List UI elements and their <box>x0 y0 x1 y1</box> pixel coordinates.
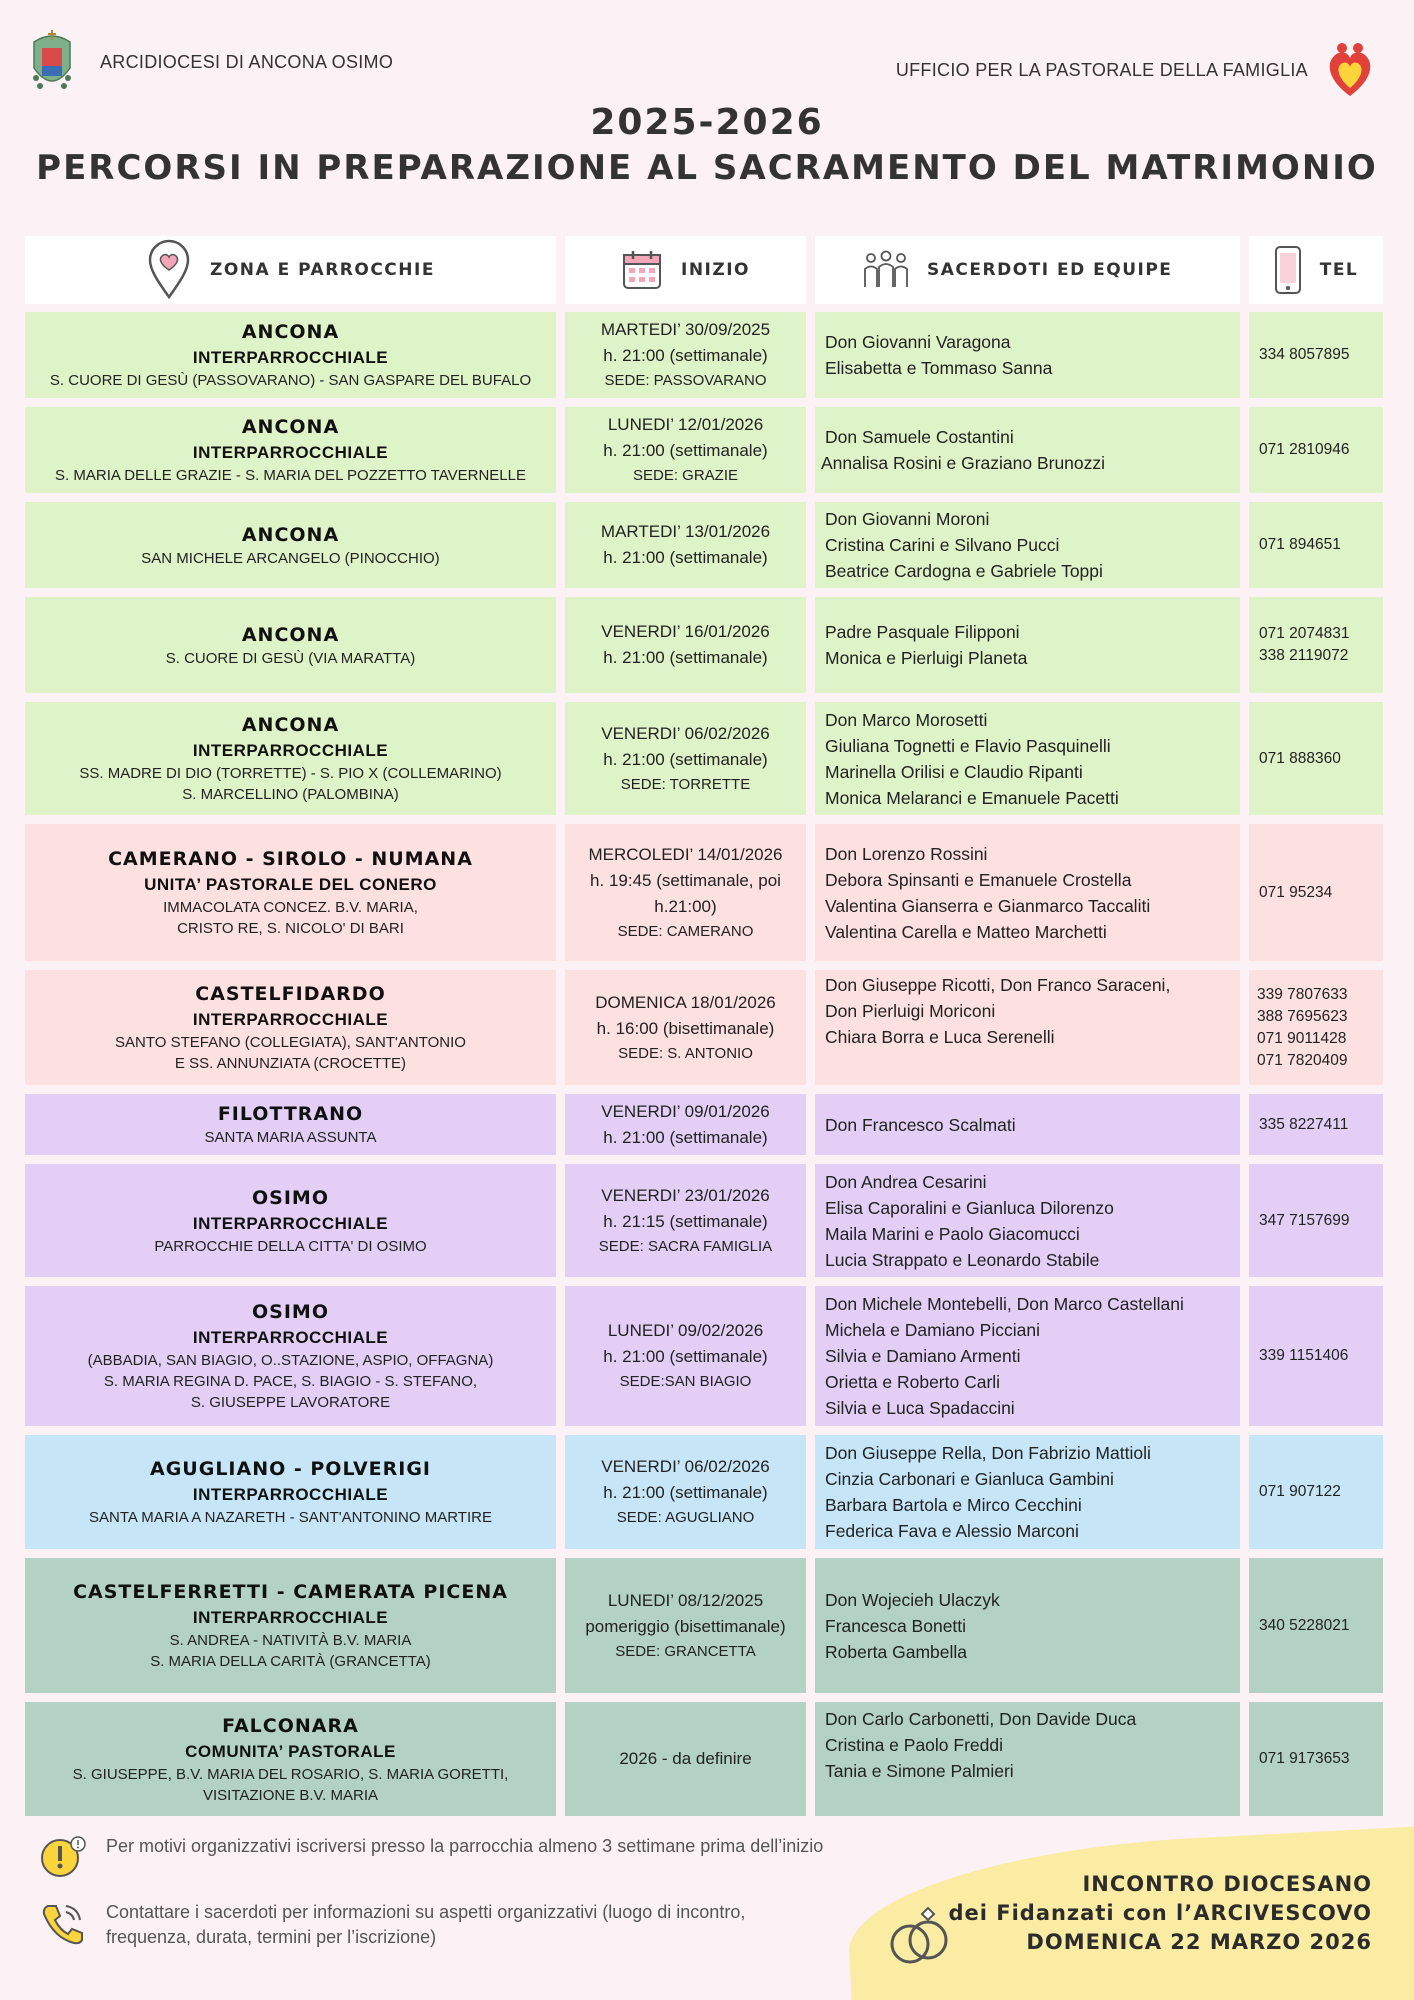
phone-number[interactable]: 334 8057895 <box>1259 346 1350 363</box>
location-pin-icon <box>146 239 192 301</box>
table-row <box>25 1094 1383 1155</box>
table-header <box>25 236 1383 304</box>
family-heart-logo-icon <box>1324 40 1376 100</box>
phone-number[interactable]: 340 5228021 <box>1259 1616 1350 1634</box>
alert-icon <box>40 1834 86 1880</box>
zone-type: INTERPARROCCHIALE <box>192 741 389 760</box>
couple-line: Cristina e Paolo Freddi <box>825 1735 1003 1755</box>
table-row <box>25 702 1383 815</box>
parish-line: S. GIUSEPPE, B.V. MARIA DEL ROSARIO, S. MARIA GORETTI, <box>72 1765 509 1783</box>
couple-line: Federica Fava e Alessio Marconi <box>825 1521 1079 1541</box>
phone-number[interactable]: 347 7157699 <box>1259 1211 1350 1229</box>
parish-line: S. MARIA REGINA D. PACE, S. BIAGIO - S. STEFANO, <box>103 1373 478 1390</box>
header-inizio <box>565 236 806 304</box>
header-zona-label: ZONA E PARROCCHIE <box>210 260 435 280</box>
start-time: h. 21:00 (settimanale) <box>603 1483 768 1502</box>
phone-number[interactable]: 339 7807633 <box>1257 985 1348 1003</box>
start-time: h. 21:00 (settimanale) <box>603 749 768 769</box>
parish-line: S. CUORE DI GESÙ (PASSOVARANO) - SAN GASPARE DEL BUFALO <box>49 372 532 389</box>
parish-line: SANTA MARIA ASSUNTA <box>204 1129 377 1146</box>
zone-name: ANCONA <box>241 714 340 736</box>
venue: SEDE: GRAZIE <box>632 467 739 484</box>
zone-name: CASTELFIDARDO <box>195 983 386 1005</box>
venue: SEDE:SAN BIAGIO <box>619 1373 752 1390</box>
parish-line: CRISTO RE, S. NICOLO' DI BARI <box>177 920 404 937</box>
title-year: 2025-2026 <box>590 102 824 143</box>
start-time: pomeriggio (bisettimanale) <box>585 1616 786 1636</box>
parish-line: S. CUORE DI GESÙ (VIA MARATTA) <box>165 649 416 667</box>
parish-line: S. MARCELLINO (PALOMBINA) <box>182 786 399 803</box>
priest-line: Padre Pasquale Filipponi <box>825 622 1020 642</box>
phone-number[interactable]: 071 2810946 <box>1259 441 1350 458</box>
couple-line: Marinella Orilisi e Claudio Ripanti <box>825 761 1083 782</box>
zone-name: OSIMO <box>252 1301 329 1323</box>
priest-line: Don Andrea Cesarini <box>825 1171 987 1192</box>
phone-number[interactable]: 071 2074831 <box>1259 625 1350 642</box>
parish-line: (ABBADIA, SAN BIAGIO, O..STAZIONE, ASPIO, OFFAGNA) <box>87 1352 494 1369</box>
note-contact-text: Contattare i sacerdoti per informazioni su aspetti organizzativi (luogo di incontro, frequenza, durata, termini per l’iscrizione) <box>106 1902 746 1947</box>
priest-line: Don Francesco Scalmati <box>825 1114 1016 1135</box>
couple-line: Monica Melaranci e Emanuele Pacetti <box>825 787 1119 808</box>
table-row <box>25 970 1383 1085</box>
start-date: LUNEDI’ 08/12/2025 <box>607 1590 764 1610</box>
zone-type: INTERPARROCCHIALE <box>192 1010 389 1029</box>
couple-line: Giuliana Tognetti e Flavio Pasquinelli <box>825 735 1111 756</box>
header-sacerdoti <box>815 236 1240 304</box>
start-time: h. 21:00 (settimanale) <box>603 548 768 567</box>
priest-line: Don Lorenzo Rossini <box>825 843 988 864</box>
phone-number[interactable]: 339 1151406 <box>1259 1347 1349 1364</box>
header-sacerdoti-label: SACERDOTI ED EQUIPE <box>927 260 1173 280</box>
start-date: DOMENICA 18/01/2026 <box>595 992 776 1012</box>
start-date: 2026 - da definire <box>619 1749 752 1768</box>
priest-line: Don Marco Morosetti <box>825 709 988 730</box>
start-time: h. 21:00 (settimanale) <box>603 648 768 667</box>
smartphone-icon <box>1274 245 1302 295</box>
venue: SEDE: S. ANTONIO <box>618 1044 753 1062</box>
diocese-name: ARCIDIOCESI DI ANCONA OSIMO <box>100 51 394 72</box>
phone-number[interactable]: 071 907122 <box>1259 1483 1341 1500</box>
start-time: h. 21:00 (settimanale) <box>603 441 768 460</box>
parish-line: PARROCCHIE DELLA CITTA' DI OSIMO <box>154 1237 427 1255</box>
priest-line: Don Giovanni Varagona <box>825 332 1011 352</box>
courses-table <box>25 236 1383 1825</box>
table-row <box>25 407 1383 493</box>
start-time: h. 16:00 (bisettimanale) <box>596 1018 775 1038</box>
phone-number[interactable]: 071 9011428 <box>1257 1029 1347 1047</box>
couple-line: Orietta e Roberto Carli <box>825 1372 1001 1392</box>
phone-number[interactable]: 338 2119072 <box>1259 647 1349 664</box>
start-date: MARTEDI’ 30/09/2025 <box>600 320 771 339</box>
zone-type: INTERPARROCCHIALE <box>192 348 389 367</box>
zone-name: CASTELFERRETTI - CAMERATA PICENA <box>73 1581 508 1603</box>
event-line-3: DOMENICA 22 MARZO 2026 <box>1026 1930 1372 1954</box>
couple-line: Elisabetta e Tommaso Sanna <box>825 358 1053 378</box>
parish-line: S. MARIA DELLA CARITÀ (GRANCETTA) <box>150 1653 431 1670</box>
start-time: h.21:00) <box>654 896 717 916</box>
table-row <box>25 502 1383 588</box>
zone-name: FILOTTRANO <box>217 1103 364 1125</box>
venue: SEDE: AGUGLIANO <box>616 1509 755 1526</box>
header-zona <box>25 236 556 304</box>
start-date: VENERDI’ 06/02/2026 <box>601 723 770 743</box>
phone-number[interactable]: 071 894651 <box>1259 536 1341 553</box>
phone-call-icon <box>40 1900 86 1946</box>
diocese-crest-icon <box>28 28 76 96</box>
zone-type: INTERPARROCCHIALE <box>192 1213 389 1233</box>
table-row <box>25 1558 1383 1693</box>
start-date: VENERDI’ 06/02/2026 <box>601 1457 770 1476</box>
couple-line: Beatrice Cardogna e Gabriele Toppi <box>825 561 1103 581</box>
zone-name: ANCONA <box>241 623 340 646</box>
header-tel-label: TEL <box>1319 260 1359 280</box>
parish-line: E SS. ANNUNZIATA (CROCETTE) <box>174 1055 407 1072</box>
zone-type: COMUNITA’ PASTORALE <box>185 1741 396 1761</box>
event-line-1: INCONTRO DIOCESANO <box>1082 1872 1372 1896</box>
start-time: h. 21:15 (settimanale) <box>603 1211 768 1231</box>
parish-line: VISITAZIONE B.V. MARIA <box>202 1786 379 1804</box>
venue: SEDE: TORRETTE <box>620 775 751 793</box>
header-right <box>896 40 1376 100</box>
couple-line: Annalisa Rosini e Graziano Brunozzi <box>821 453 1106 473</box>
phone-number[interactable]: 071 888360 <box>1259 749 1341 767</box>
header-inizio-label: INIZIO <box>681 260 750 280</box>
parish-line: SANTO STEFANO (COLLEGIATA), SANT'ANTONIO <box>115 1034 466 1051</box>
phone-number[interactable]: 071 9173653 <box>1259 1750 1350 1767</box>
parish-line: SAN MICHELE ARCANGELO (PINOCCHIO) <box>141 549 440 567</box>
zone-name: CAMERANO - SIROLO - NUMANA <box>108 848 473 870</box>
table-row <box>25 824 1383 961</box>
couple-line: Lucia Strappato e Leonardo Stabile <box>825 1249 1100 1270</box>
priest-line: Don Michele Montebelli, Don Marco Castellani <box>825 1294 1184 1314</box>
couple-line: Silvia e Damiano Armenti <box>825 1346 1021 1366</box>
zone-name: AGUGLIANO - POLVERIGI <box>150 1458 431 1480</box>
note-contact <box>40 1900 806 1950</box>
start-date: VENERDI’ 16/01/2026 <box>601 622 770 641</box>
zone-name: ANCONA <box>241 523 340 546</box>
start-time: h. 21:00 (settimanale) <box>603 346 768 365</box>
couple-line: Cristina Carini e Silvano Pucci <box>825 535 1060 555</box>
zone-type: UNITA’ PASTORALE DEL CONERO <box>144 875 437 894</box>
couple-line: Silvia e Luca Spadaccini <box>825 1398 1015 1418</box>
parish-line: IMMACOLATA CONCEZ. B.V. MARIA, <box>163 899 418 916</box>
table-row <box>25 1164 1383 1277</box>
phone-number[interactable]: 388 7695623 <box>1257 1007 1348 1025</box>
diocesan-event <box>948 1870 1372 1957</box>
table-row <box>25 597 1383 693</box>
page-title: PERCORSI IN PREPARAZIONE AL SACRAMENTO DEL MATRIMONIO <box>36 148 1378 188</box>
zone-name: ANCONA <box>241 321 340 343</box>
phone-number[interactable]: 335 8227411 <box>1259 1115 1349 1133</box>
parish-line: SANTA MARIA A NAZARETH - SANT'ANTONINO MARTIRE <box>89 1509 492 1526</box>
team-member-line: Francesca Bonetti <box>825 1615 967 1636</box>
start-date: LUNEDI’ 12/01/2026 <box>607 415 764 434</box>
table-row <box>25 1286 1383 1426</box>
couple-line: Valentina Carella e Matteo Marchetti <box>825 921 1107 942</box>
start-date: LUNEDI’ 09/02/2026 <box>607 1321 764 1340</box>
people-group-icon <box>863 249 909 291</box>
couple-line: Maila Marini e Paolo Giacomucci <box>825 1223 1080 1244</box>
zone-type: INTERPARROCCHIALE <box>192 1328 389 1347</box>
venue: SEDE: GRANCETTA <box>615 1642 756 1660</box>
parish-line: S. GIUSEPPE LAVORATORE <box>190 1394 391 1411</box>
priest-line: Don Giuseppe Rella, Don Fabrizio Mattioli <box>825 1443 1151 1463</box>
priest-line: Don Carlo Carbonetti, Don Davide Duca <box>825 1709 1137 1729</box>
zone-name: OSIMO <box>252 1186 329 1209</box>
couple-line: Tania e Simone Palmieri <box>825 1761 1014 1781</box>
start-time: h. 21:00 (settimanale) <box>603 1127 768 1147</box>
parish-line: S. ANDREA - NATIVITÀ B.V. MARIA <box>169 1632 412 1649</box>
header-left <box>28 28 393 96</box>
zone-name: FALCONARA <box>222 1714 359 1737</box>
calendar-icon <box>621 249 663 291</box>
couple-line: Cinzia Carbonari e Gianluca Gambini <box>825 1469 1114 1489</box>
couple-line: Elisa Caporalini e Gianluca Dilorenzo <box>825 1197 1114 1218</box>
start-date: VENERDI’ 09/01/2026 <box>601 1101 770 1121</box>
header-tel <box>1249 236 1383 304</box>
couple-line: Debora Spinsanti e Emanuele Crostella <box>825 869 1132 890</box>
couple-line: Barbara Bartola e Mirco Cecchini <box>825 1495 1082 1515</box>
start-date: MERCOLEDI’ 14/01/2026 <box>588 844 783 864</box>
note-registration-text: Per motivi organizzativi iscriversi presso la parrocchia almeno 3 settimane prima dell’inizio <box>106 1836 824 1856</box>
priest-line: Don Giovanni Moroni <box>825 509 990 529</box>
couple-line: Valentina Gianserra e Gianmarco Taccaliti <box>825 895 1151 916</box>
start-date: MARTEDI’ 13/01/2026 <box>600 522 771 541</box>
venue: SEDE: PASSOVARANO <box>604 372 767 389</box>
phone-number[interactable]: 071 95234 <box>1259 883 1333 901</box>
start-time: h. 19:45 (settimanale, poi <box>590 870 781 890</box>
priest-line: Don Samuele Costantini <box>825 427 1014 447</box>
table-row <box>25 1435 1383 1549</box>
zone-type: INTERPARROCCHIALE <box>192 443 389 462</box>
venue: SEDE: CAMERANO <box>617 922 754 940</box>
priest-line: Don Pierluigi Moriconi <box>825 1001 996 1021</box>
priest-line: Don Giuseppe Ricotti, Don Franco Saraceni, <box>825 975 1171 995</box>
priest-line: Don Wojecieh Ulaczyk <box>825 1589 1000 1610</box>
couple-line: Chiara Borra e Luca Serenelli <box>825 1027 1055 1047</box>
zone-type: INTERPARROCCHIALE <box>192 1608 389 1627</box>
event-line-2: dei Fidanzati con l’ARCIVESCOVO <box>948 1901 1372 1925</box>
couple-line: Monica e Pierluigi Planeta <box>825 648 1028 668</box>
parish-line: S. MARIA DELLE GRAZIE - S. MARIA DEL POZZETTO TAVERNELLE <box>55 467 526 484</box>
office-name: UFFICIO PER LA PASTORALE DELLA FAMIGLIA <box>895 59 1308 80</box>
start-date: VENERDI’ 23/01/2026 <box>601 1185 770 1205</box>
note-registration <box>40 1834 826 1880</box>
phone-number[interactable]: 071 7820409 <box>1257 1051 1348 1069</box>
parish-line: SS. MADRE DI DIO (TORRETTE) - S. PIO X (COLLEMARINO) <box>79 765 502 782</box>
venue: SEDE: SACRA FAMIGLIA <box>598 1237 773 1255</box>
couple-line: Michela e Damiano Picciani <box>825 1320 1040 1340</box>
table-row <box>25 1702 1383 1816</box>
start-time: h. 21:00 (settimanale) <box>603 1347 768 1366</box>
zone-name: ANCONA <box>241 416 340 438</box>
zone-type: INTERPARROCCHIALE <box>192 1485 389 1504</box>
team-member-line: Roberta Gambella <box>825 1641 968 1662</box>
table-row <box>25 312 1383 398</box>
